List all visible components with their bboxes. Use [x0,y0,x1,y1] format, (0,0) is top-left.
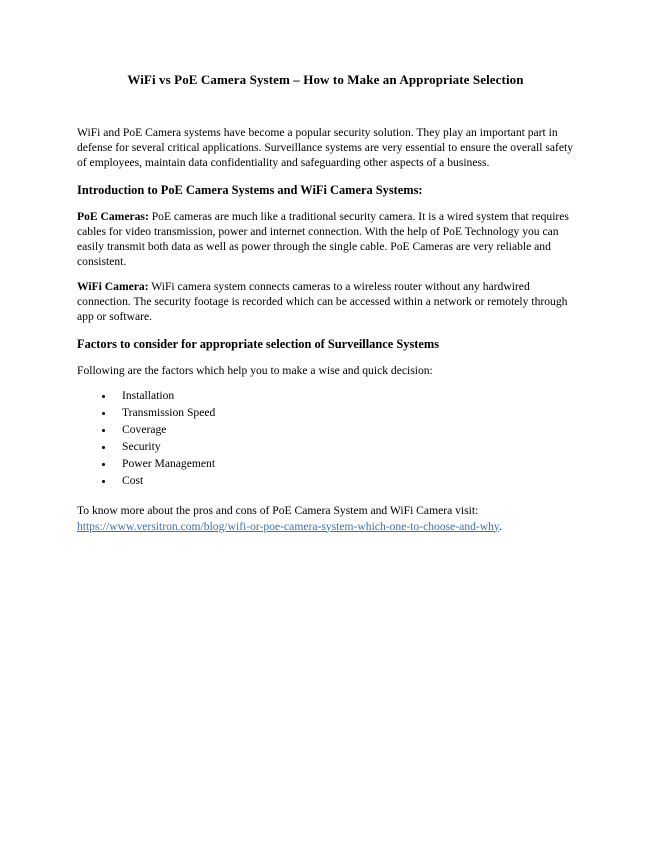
list-item-coverage: • Coverage [115,423,574,437]
list-item-cost: • Cost [115,474,574,488]
poe-cameras-text: PoE cameras are much like a traditional security camera. It is a wired system that requires cables for video transmission, power and internet connection. With the help of PoE Technology you can easily transmit both data as well as power through the single cable. PoE Cameras are very reliable and consistent. [77,209,569,269]
poe-cameras-paragraph [77,209,574,269]
section-heading-introduction: Introduction to PoE Camera Systems and WiFi Camera Systems: [77,183,423,198]
list-item-installation: • Installation [115,389,574,403]
versitron-blog-link[interactable]: https://www.versitron.com/blog/wifi-or-poe-camera-system-which-one-to-choose-and-why [77,519,499,533]
intro-paragraph: WiFi and PoE Camera systems have become a popular security solution. They play an important part in defense for several critical applications. Surveillance systems are very essential to ensure the overall safety of employees, maintain data confidentiality and safeguarding other aspects of a business. [77,126,574,170]
section-heading-factors: Factors to consider for appropriate selection of Surveillance Systems [77,337,440,352]
document-title: WiFi vs PoE Camera System – How to Make an Appropriate Selection [127,72,524,87]
closing-paragraph [77,503,574,533]
factors-intro-paragraph: Following are the factors which help you to make a wise and quick decision: [77,363,433,377]
list-item-power-management: • Power Management [115,457,574,471]
factors-list [77,389,574,488]
poe-cameras-lead: PoE Cameras: [77,209,149,223]
list-item-transmission-speed: • Transmission Speed [115,406,574,420]
wifi-camera-lead: WiFi Camera: [77,280,149,294]
list-item-security: • Security [115,440,574,454]
closing-period: . [498,519,502,533]
wifi-camera-text: WiFi camera system connects cameras to a wireless router without any hardwired connection. The security footage is recorded which can be accessed within a network or remotely through app or software. [77,280,568,324]
wifi-camera-paragraph [77,279,574,324]
closing-text: To know more about the pros and cons of PoE Camera System and WiFi Camera visit: [77,504,479,518]
